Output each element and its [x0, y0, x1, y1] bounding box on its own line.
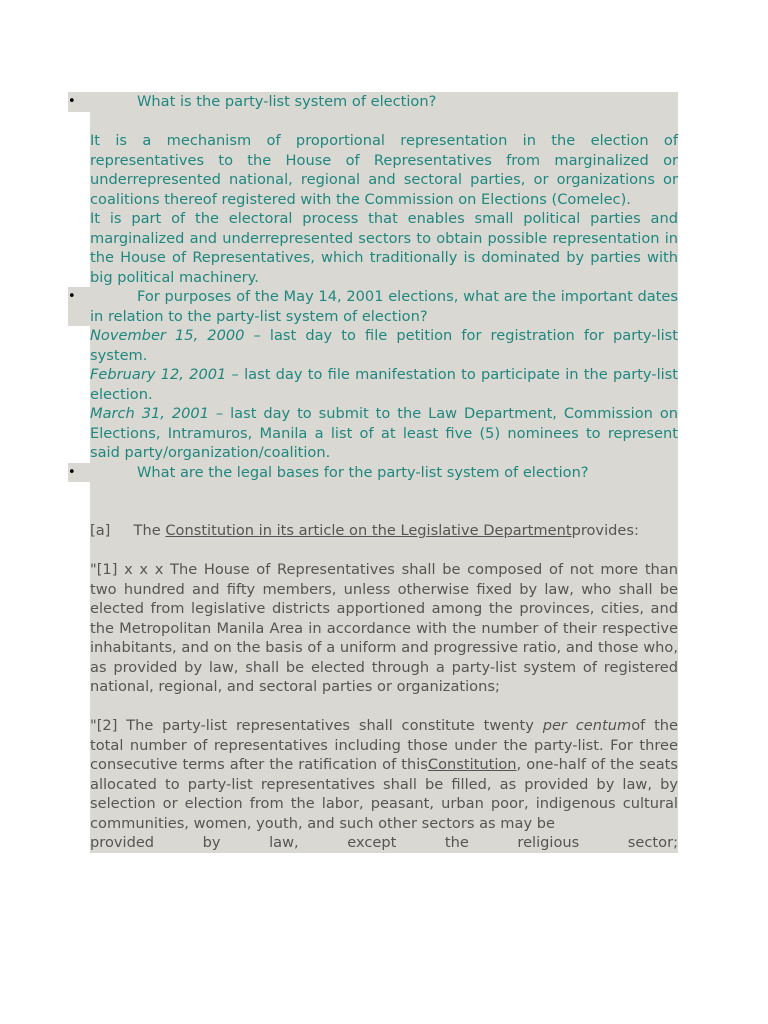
dates-block [90, 326, 678, 463]
constitution-link[interactable]: Constitution [427, 756, 517, 773]
bullet-icon: • [68, 94, 76, 109]
date-item: February 12, 2001 – last day to file manifestation to participate in the party-list election. [90, 366, 679, 403]
answer-1-paragraph-1: It is a mechanism of proportional representation in the election of representatives to the House of Representatives from marginalized or underrepresented national, regional and sectoral parties, or organizations or coalitions thereof registered with the Commission on Elections (Comelec). [90, 132, 678, 208]
question-3: What are the legal bases for the party-list system of election? [137, 463, 589, 481]
question-1-row [68, 92, 678, 112]
question-2-row [68, 287, 678, 326]
constitution-clause-2-last-line: provided by law, except the religious sector; [90, 834, 678, 851]
constitution-link[interactable]: Constitution in its article on the Legislative Department [165, 522, 572, 539]
question-3-row [68, 463, 678, 483]
document-page [68, 92, 678, 853]
legal-bases-block [90, 482, 678, 853]
question-2: For purposes of the May 14, 2001 elections, what are the important dates in relation to the party-list system of election? [90, 288, 679, 325]
question-1: What is the party-list system of election? [137, 93, 437, 110]
date-item: March 31, 2001 – last day to submit to the Law Department, Commission on Elections, Intramuros, Manila a list of at least five (5) nominees to represent said party/organization/coalition. [90, 405, 678, 461]
bullet-icon: • [68, 289, 76, 304]
bullet-icon: • [68, 464, 76, 480]
constitution-clause-2: "[2] The party-list representatives shall constitute twenty per centumof the total number of representatives including those under the party-list. For three consecutive terms after the ratification of thisConstitution, one-half of the seats allocated to party-list representatives shall be filled, as provided by law, by selection or election from the labor, peasant, urban poor, indigenous cultural communities, women, youth, and such other sectors as may be [90, 717, 679, 832]
answer-1-block [90, 112, 678, 288]
date-item: November 15, 2000 – last day to file petition for registration for party-list system. [90, 327, 679, 364]
constitution-clause-1: "[1] x x x The House of Representatives shall be composed of not more than two hundred and fifty members, unless otherwise fixed by law, who shall be elected from legislative districts apportioned among the provinces, cities, and the Metropolitan Manila Area in accordance with the number of their respective inhabitants, and on the basis of a uniform and progressive ratio, and those who, as provided by law, shall be elected through a party-list system of registered national, regional, and sectoral parties or organizations; [90, 561, 678, 695]
answer-1-paragraph-2: It is part of the electoral process that enables small political parties and marginalized and underrepresented sectors to obtain possible representation in the House of Representatives, which traditionally is dominated by parties with big political machinery. [90, 210, 678, 286]
legal-item-a: [a] The Constitution in its article on the Legislative Departmentprovides: [90, 522, 639, 539]
